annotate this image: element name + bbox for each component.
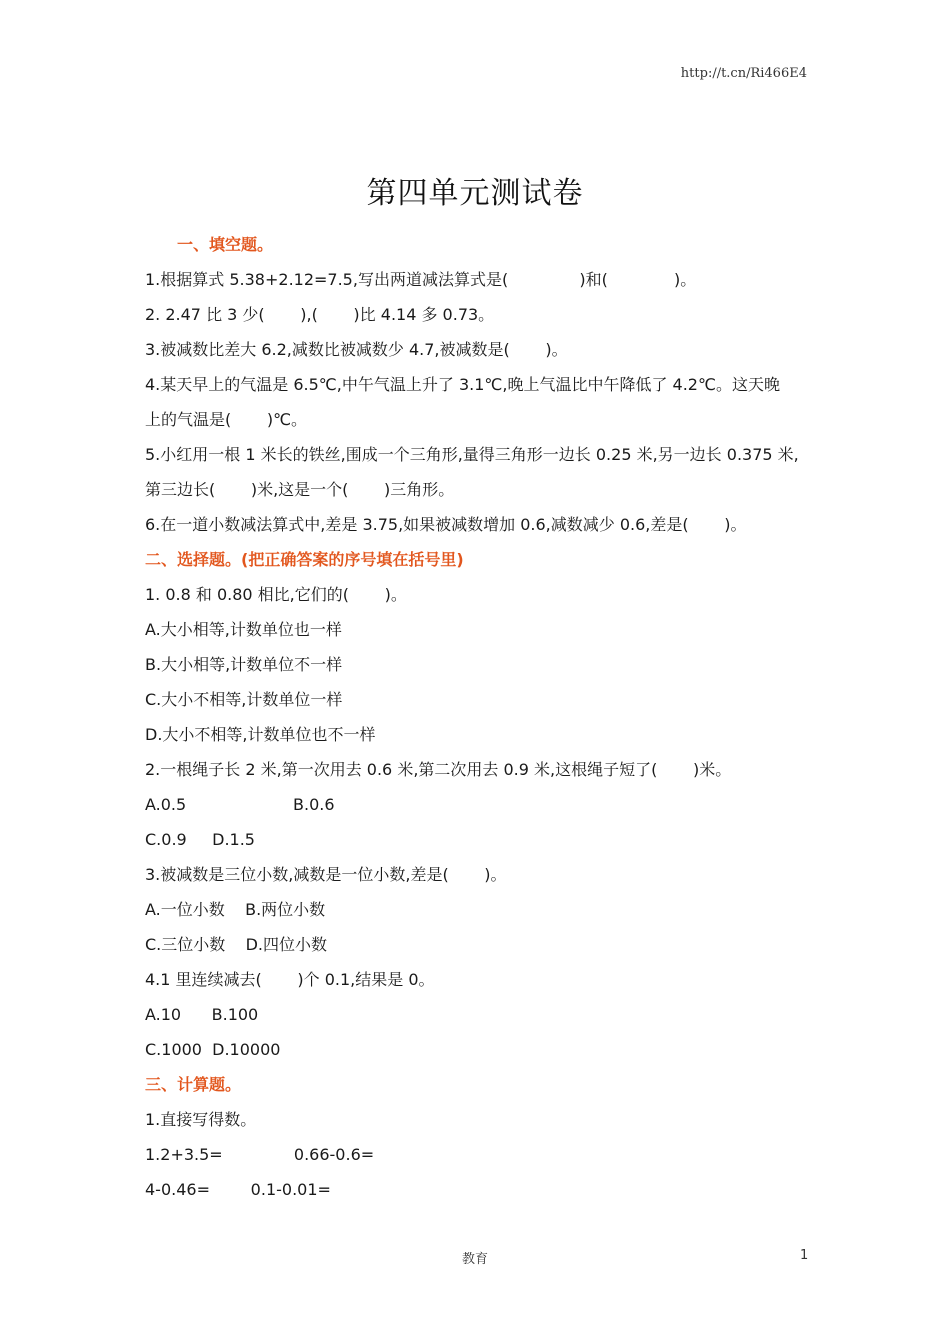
- text-line: 1.根据算式 5.38+2.12=7.5,写出两道减法算式是( )和( )。: [145, 270, 697, 289]
- text-line: 5.小红用一根 1 米长的铁丝,围成一个三角形,量得三角形一边长 0.25 米,另一边长 0.375 米,: [145, 445, 799, 464]
- text-line: B.大小相等,计数单位不一样: [145, 655, 343, 674]
- section-heading: 二、选择题。(把正确答案的序号填在括号里): [145, 550, 464, 569]
- text-line: 1.2+3.5= 0.66-0.6=: [145, 1145, 375, 1164]
- text-line: 3.被减数是三位小数,减数是一位小数,差是( )。: [145, 865, 507, 884]
- section-heading: 三、计算题。: [145, 1075, 242, 1094]
- text-line: 6.在一道小数减法算式中,差是 3.75,如果被减数增加 0.6,减数减少 0.6,差是( )。: [145, 515, 747, 534]
- text-line: 2.一根绳子长 2 米,第一次用去 0.6 米,第二次用去 0.9 米,这根绳子短了( )米。: [145, 760, 732, 779]
- header-url: http://t.cn/Ri466E4: [680, 66, 807, 81]
- page-number: 1: [800, 1248, 809, 1263]
- text-line: A.大小相等,计数单位也一样: [145, 620, 342, 639]
- text-line: 1.直接写得数。: [145, 1110, 257, 1129]
- page-title: 第四单元测试卷: [366, 176, 584, 211]
- text-line: D.大小不相等,计数单位也不一样: [145, 725, 376, 744]
- text-line: 4.某天早上的气温是 6.5℃,中午气温上升了 3.1℃,晚上气温比中午降低了 4.2℃。这天晚: [145, 375, 780, 394]
- text-line: A.一位小数 B.两位小数: [145, 900, 326, 919]
- text-line: C.0.9 D.1.5: [145, 830, 255, 849]
- text-line: 4-0.46= 0.1-0.01=: [145, 1180, 331, 1199]
- text-line: 3.被减数比差大 6.2,减数比被减数少 4.7,被减数是( )。: [145, 340, 568, 359]
- footer-label: 教育: [461, 1252, 488, 1267]
- text-line: A.0.5 B.0.6: [145, 795, 335, 814]
- text-line: 2. 2.47 比 3 少( ),( )比 4.14 多 0.73。: [145, 305, 495, 324]
- text-line: 1. 0.8 和 0.80 相比,它们的( )。: [145, 585, 407, 604]
- text-line: C.1000 D.10000: [145, 1040, 281, 1059]
- text-line: C.三位小数 D.四位小数: [145, 935, 328, 954]
- document-body: [145, 232, 815, 1212]
- text-line: 第三边长( )米,这是一个( )三角形。: [145, 480, 455, 499]
- text-line: 4.1 里连续减去( )个 0.1,结果是 0。: [145, 970, 435, 989]
- text-line: A.10 B.100: [145, 1005, 259, 1024]
- section-heading: 一、填空题。: [177, 235, 274, 254]
- text-line: C.大小不相等,计数单位一样: [145, 690, 343, 709]
- text-line: 上的气温是( )℃。: [145, 410, 308, 429]
